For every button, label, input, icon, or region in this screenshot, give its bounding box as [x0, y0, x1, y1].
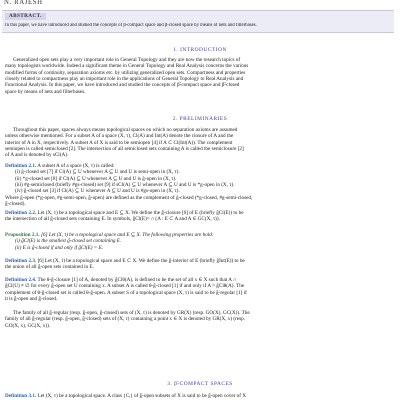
- intro-line: many topologists worldwide. Indeed a significant theme in General Topology and Real Analysis concerns the various: [5, 63, 249, 70]
- proposition-2-1-item: (i) g̃Cl(E) is the smallest g̃-closed set containing E.: [15, 238, 122, 245]
- intro-line: closely related to compactness play an important role in the applications of General Topology to Real Analysis and: [5, 76, 244, 83]
- abstract-text: In this paper, we have introduced and studied the concepts of β̃-compact space and β̃-closed space by means of nets and filterbases.: [5, 23, 257, 28]
- proposition-2-1-label: Proposition 2.1.: [5, 232, 40, 238]
- intro-line: Generalized open sets play a very important role in General Topology and they are now the research topics of: [13, 57, 241, 63]
- definition-2-1-intro: A subset A of a space (X, τ) is called:: [37, 163, 115, 169]
- definition-2-1-label: Definition 2.1.: [5, 163, 37, 169]
- definition-2-3-label: Definition 2.3.: [5, 258, 37, 264]
- definition-2-1-item: (iv) g̃-closed set [3] if Cl(A) ⊆ U whenever A ⊆ U and U is #gs-open in (X, τ).: [15, 188, 180, 195]
- definition-2-1: [5, 163, 393, 207]
- definition-2-4-text: The θ-g̃-closure [1] of A, denoted by g̃Clθ(A), is defined to be the set of all x ∈ X such that A ∩: [37, 277, 237, 283]
- intro-line: modified forms of continuity, separation axioms etc. by utilizing generalized open sets. Compactness and properties: [5, 69, 246, 76]
- prelim-line: of A and is denoted by sCl(A).: [5, 152, 69, 159]
- definition-2-4-label: Definition 2.4.: [5, 277, 37, 283]
- prelim-line: interior of A in X, respectively. A subset A of X is said to be semiopen [4] if A ⊂ Cl(Int(A)). The complement: [5, 139, 233, 146]
- definition-2-2: [5, 210, 393, 223]
- abstract-label: ABSTRACT.: [5, 13, 46, 20]
- definition-2-2-text: the intersection of all g̃-closed sets containing E. In symbols, g̃Cl(E)= ∩{A : E ⊂ A and A ∈ G̃C(X, τ)}.: [5, 216, 221, 223]
- definition-2-1-item: (ii) *g-closed set [8] if Cl(A) ⊆ U whenever A ⊆ U and U is ĝ-open in (X, τ).: [15, 175, 177, 182]
- definition-2-1-item: (iii) #g-semiclosed (briefly #gs-closed) set [9] if sCl(A) ⊆ U whenever A ⊆ U and U is *g-open in (X, τ).: [15, 182, 235, 189]
- proposition-2-1: [5, 232, 393, 251]
- family-paragraph: [5, 310, 393, 329]
- definition-2-1-after: Where ĝ-open (*g-open, #g-semi-open, g̃-open) are defined as the complement of ĝ-closed (*g-closed, #g-semi-closed,: [5, 194, 253, 201]
- prelim-line: semiopen is called semiclosed [2]. The intersection of all semiclosed sets containing A is called the semiclosure [2]: [5, 146, 244, 153]
- preliminaries-paragraph: [5, 127, 393, 159]
- proposition-2-1-intro: [6] Let (X, τ) be a topological space and E ⊆ X. The following properties are hold:: [40, 232, 214, 238]
- definition-2-4-text: g̃Cl(U) ≠ ∅ for every g̃-open set U containing x. A subset A is called θ-g̃-closed [1] if and only if A = g̃Clθ(A). The: [5, 283, 245, 290]
- definition-2-4-text: complement of θ-g̃-closed set is called θ-g̃-open. A subset S of a topological space (X, τ) is said to be g̃-regular [1] if: [5, 289, 247, 296]
- intro-line: space by means of nets and filterbases.: [5, 88, 86, 95]
- intro-line: Functional Analysis. In this paper, we have introduced and studied the concepts of β̃-compact space and β̃-closed: [5, 82, 240, 89]
- definition-2-2-label: Definition 2.2.: [5, 210, 37, 216]
- section-title-introduction: 1. INTRODUCTION: [173, 47, 227, 53]
- section-title-preliminaries: 2. PRELIMINARIES: [172, 116, 228, 122]
- prelim-line: unless otherwise mentioned. For a subset A of a space (X, τ), Cl(A) and Int(A) denote the closure of A and the: [5, 133, 234, 140]
- definition-2-1-item: (i) ĝ-closed set [7] if Cl(A) ⊆ U whenever A ⊆ U and U is semi-open in (X, τ).: [15, 169, 180, 176]
- proposition-2-1-item: (ii) E is g̃-closed if and only if g̃Cl(E) = E.: [15, 244, 104, 251]
- prelim-line: Throughout this paper, spaces always means topological spaces on which no separation axioms are assumed: [13, 127, 238, 133]
- definition-2-3-text: the union of all g̃-open sets contained in E.: [5, 264, 94, 271]
- family-line: G̃O(X, x), G̃C(X, x)).: [5, 322, 51, 329]
- definition-2-1-after: g̃-closed).: [5, 201, 26, 208]
- section-title-compact-spaces: 3. β̃-COMPACT SPACES: [167, 381, 233, 387]
- family-line: The family of all g̃-regular (resp. g̃-open, g̃-closed) sets of (X, τ) is denoted by G̃R(X) (resp. G̃O(X), G̃C(X)). The: [13, 310, 250, 316]
- definition-3-1-text: Let (X, τ) be a topological space. A class {Cᵢ} of g̃-open subsets of X is said to be g̃-open cover of X: [37, 393, 247, 399]
- definition-2-2-text: Let (X, τ) be a topological space and E ⊆ X. We define the g̃-closure [6] of E (briefly g̃Cl(E)) to be: [37, 210, 244, 216]
- definition-3-1-label: Definition 3.1.: [5, 393, 37, 399]
- abstract-box: [2, 10, 394, 33]
- definition-3-1: [5, 393, 393, 399]
- definition-2-3: [5, 258, 393, 271]
- introduction-paragraph: [5, 57, 393, 95]
- definition-2-4: [5, 277, 393, 302]
- family-line: family of all g̃-regular (resp. g̃-open, g̃-closed) sets of (X, τ) containing a point x ∈ X is denoted by G̃R(X, x) (resp.: [5, 316, 246, 323]
- definition-2-3-text: [6] Let (X, τ) be a topological space and E ⊂ X. We define the g̃-interior of E (briefly g̃Int(E)) to be: [37, 258, 245, 264]
- running-header-author: N. RAJESH: [4, 0, 43, 6]
- definition-2-4-text: it is g̃-open and g̃-closed.: [5, 296, 58, 303]
